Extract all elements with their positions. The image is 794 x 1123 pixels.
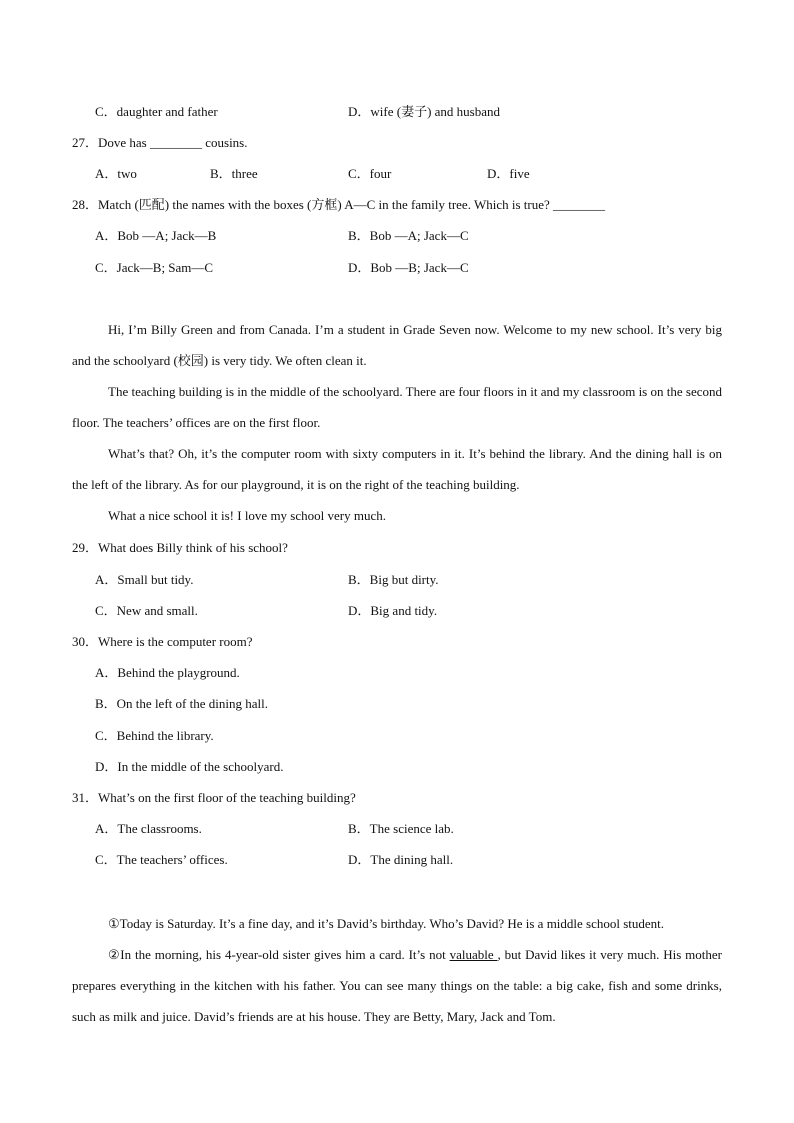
q29-option-b: B．Big but dirty. — [348, 572, 439, 587]
q31-option-b: B．The science lab. — [348, 821, 454, 836]
passage-text: ②In the morning, his 4-year-old sister gives him a card. It’s not — [108, 947, 450, 962]
q26-option-d: D．wife (妻子) and husband — [348, 104, 500, 119]
q28-option-a: A．Bob —A; Jack—B — [95, 228, 217, 243]
q29-option-d: D．Big and tidy. — [348, 603, 438, 618]
q29-option-c: C．New and small. — [95, 603, 198, 618]
passage-paragraph: Hi, I’m Billy Green and from Canada. I’m a student in Grade Seven now. Welcome to my new school. It’s very big and the schoolyard (校园) is very tidy. We often clean it. — [72, 322, 722, 368]
q31-option-c: C．The teachers’ offices. — [95, 852, 228, 867]
q27-option-c: C．four — [348, 166, 392, 181]
passage-paragraph: What’s that? Oh, it’s the computer room with sixty computers in it. It’s behind the library. And the dining hall is on the left of the library. As for our playground, it is on the right of the teaching building. — [72, 446, 722, 492]
q30-option-a: A．Behind the playground. — [95, 665, 240, 680]
q29-stem: 29．What does Billy think of his school? — [72, 540, 288, 555]
reading-passage-birthday — [72, 908, 722, 1032]
q29-option-a: A．Small but tidy. — [95, 572, 194, 587]
q30-option-d: D．In the middle of the schoolyard. — [95, 759, 284, 774]
underlined-word: valuable — [449, 947, 498, 962]
q31-option-a: A．The classrooms. — [95, 821, 202, 836]
q27-option-d: D．five — [487, 166, 530, 181]
passage-paragraph: The teaching building is in the middle of the schoolyard. There are four floors in it and my classroom is on the second floor. The teachers’ offices are on the first floor. — [72, 384, 722, 430]
q28-option-b: B．Bob —A; Jack—C — [348, 228, 469, 243]
q28-option-d: D．Bob —B; Jack—C — [348, 260, 469, 275]
q27-option-a: A．two — [95, 166, 137, 181]
passage-paragraph — [72, 939, 722, 1032]
q27-stem: 27．Dove has ________ cousins. — [72, 135, 248, 150]
q28-option-c: C．Jack—B; Sam—C — [95, 260, 214, 275]
q31-stem: 31．What’s on the first floor of the teaching building? — [72, 790, 356, 805]
q31-option-d: D．The dining hall. — [348, 852, 454, 867]
q30-stem: 30．Where is the computer room? — [72, 634, 253, 649]
q26-option-c: C．daughter and father — [95, 104, 218, 119]
passage-paragraph: ①Today is Saturday. It’s a fine day, and it’s David’s birthday. Who’s David? He is a middle school student. — [108, 916, 665, 931]
passage-paragraph: What a nice school it is! I love my school very much. — [108, 508, 386, 523]
q30-option-b: B．On the left of the dining hall. — [95, 696, 268, 711]
reading-passage-school — [72, 314, 722, 531]
q27-option-b: B．three — [210, 166, 258, 181]
q28-stem: 28．Match (匹配) the names with the boxes (方框) A—C in the family tree. Which is true? ________ — [72, 197, 606, 212]
q30-option-c: C．Behind the library. — [95, 728, 214, 743]
passage-text: , but David likes it very much. His mother prepares everything in the kitchen with his father. You can see many things on the table: a big cake, fish and some drinks, such as milk and juice. David’s friends are at his house. They are Betty, Mary, Jack and Tom. — [72, 947, 722, 1024]
